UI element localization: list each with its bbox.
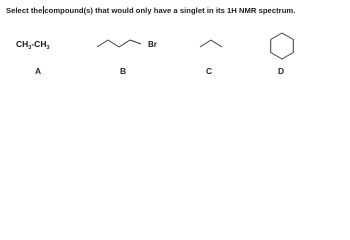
answer-options bbox=[0, 0, 350, 90]
option-d-label: D bbox=[278, 66, 285, 76]
formula-subscript-1: 3 bbox=[28, 45, 32, 51]
formula-subscript-2: 3 bbox=[46, 45, 50, 51]
formula-carbon-2: -CH bbox=[31, 39, 47, 49]
option-a-label: A bbox=[35, 66, 42, 76]
option-c-label: C bbox=[206, 66, 213, 76]
option-b-label: B bbox=[120, 66, 127, 76]
question-text-start: Select the bbox=[6, 6, 43, 15]
option-b-bromine-label: Br bbox=[148, 40, 157, 49]
formula-carbon-1: CH bbox=[16, 39, 29, 49]
question-text-end: compound(s) that would only have a singlet in its 1H NMR spectrum. bbox=[44, 6, 296, 15]
option-d-structure bbox=[0, 0, 350, 90]
